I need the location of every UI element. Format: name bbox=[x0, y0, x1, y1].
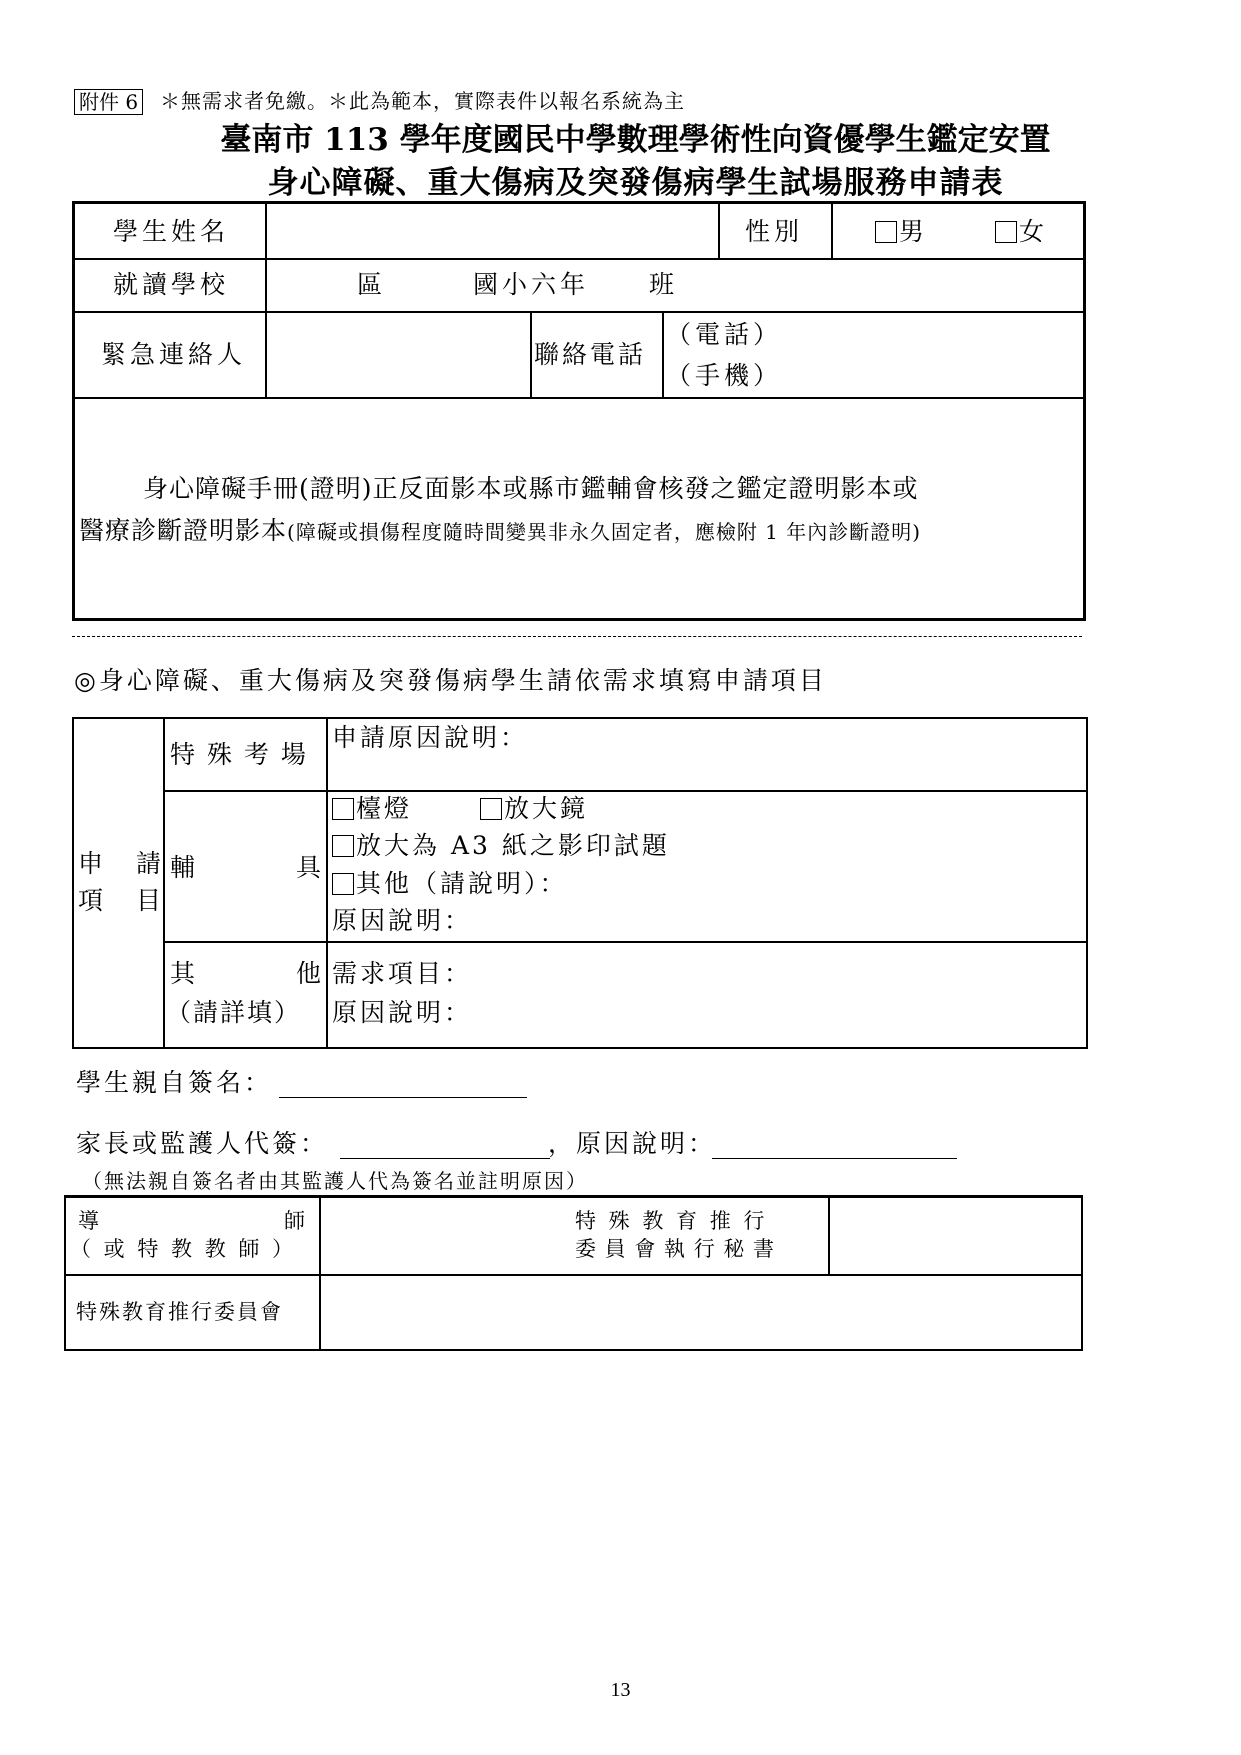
teacher-label-a: 導 bbox=[78, 1209, 99, 1233]
cut-line bbox=[72, 636, 1082, 637]
phone-mobile: （手機） bbox=[666, 361, 783, 390]
male-checkbox[interactable] bbox=[875, 221, 897, 243]
lamp-checkbox[interactable] bbox=[332, 798, 354, 820]
secretary-label-line-2: 委 員 會 執 行 秘 書 bbox=[575, 1237, 776, 1261]
student-name-label: 學生姓名 bbox=[113, 217, 230, 246]
school-class: 班 bbox=[649, 270, 679, 299]
page-number: 13 bbox=[610, 1679, 631, 1701]
student-sign-line[interactable] bbox=[279, 1097, 527, 1098]
guardian-reason-label: ，原因說明： bbox=[548, 1129, 717, 1158]
gender-label: 性別 bbox=[745, 217, 804, 246]
male-option: 男 bbox=[899, 217, 926, 246]
header-note: ＊無需求者免繳。＊此為範本，實際表件以報名系統為主 bbox=[160, 89, 685, 113]
other-label-3: （請詳填） bbox=[166, 998, 302, 1027]
teacher-label-b: 師 bbox=[284, 1209, 305, 1233]
teacher-label-c: （ 或 特 教 教 師 ） bbox=[70, 1237, 297, 1261]
aids-label-2: 具 bbox=[296, 853, 326, 882]
phone-home: （電話） bbox=[666, 320, 783, 349]
apply-items-label-2: 項 目 bbox=[78, 886, 166, 915]
title-line-2: 身心障礙、重大傷病及突發傷病學生試場服務申請表 bbox=[267, 165, 1004, 201]
emergency-contact-field[interactable] bbox=[275, 320, 525, 390]
phone-label: 聯絡電話 bbox=[534, 340, 647, 369]
committee-label: 特殊教育推行委員會 bbox=[76, 1300, 283, 1324]
magnifier-checkbox[interactable] bbox=[480, 798, 502, 820]
aid-magnifier: 放大鏡 bbox=[504, 794, 589, 823]
committee-sign-field[interactable] bbox=[328, 1282, 1076, 1344]
signature-note: （無法親自簽名者由其監護人代為簽名並註明原因） bbox=[82, 1169, 588, 1193]
application-items-table bbox=[72, 717, 1088, 1049]
student-sign-label: 學生親自簽名： bbox=[76, 1068, 273, 1097]
approval-table bbox=[64, 1195, 1083, 1351]
aids-label-1: 輔 bbox=[170, 853, 200, 882]
aid-other: 其他（請說明）： bbox=[356, 869, 568, 898]
a3-checkbox[interactable] bbox=[332, 835, 354, 857]
attachment-line-2: 醫療診斷證明影本 bbox=[79, 516, 288, 545]
annex-label: 附件 6 bbox=[74, 89, 143, 115]
secretary-label-line-1: 特 殊 教 育 推 行 bbox=[575, 1209, 768, 1233]
attachment-line-1: 身心障礙手冊(證明)正反面影本或縣市鑑輔會核發之鑑定證明影本或 bbox=[143, 474, 919, 503]
special-room-label: 特 殊 考 場 bbox=[170, 740, 308, 769]
other-label-1: 其 bbox=[170, 959, 200, 988]
other-reason: 原因說明： bbox=[332, 998, 473, 1027]
instruction-text: ◎身心障礙、重大傷病及突發傷病學生請依需求填寫申請項目 bbox=[74, 666, 827, 695]
guardian-sign-line[interactable] bbox=[340, 1158, 550, 1159]
female-option: 女 bbox=[1019, 217, 1046, 246]
secretary-sign-field[interactable] bbox=[836, 1204, 1076, 1268]
apply-items-label-1: 申 請 bbox=[78, 849, 166, 878]
aid-lamp: 檯燈 bbox=[356, 794, 413, 823]
attachment-note: (障礙或損傷程度隨時間變異非永久固定者，應檢附 1 年內診斷證明) bbox=[287, 520, 922, 544]
student-name-field[interactable] bbox=[275, 210, 715, 252]
guardian-reason-line[interactable] bbox=[712, 1158, 957, 1159]
emergency-contact-label: 緊急連絡人 bbox=[101, 340, 247, 369]
other-need: 需求項目： bbox=[332, 959, 473, 988]
school-grade: 國小六年 bbox=[473, 270, 590, 299]
other-aid-checkbox[interactable] bbox=[332, 873, 354, 895]
student-info-table bbox=[72, 201, 1086, 621]
guardian-sign-label: 家長或監護人代簽： bbox=[76, 1129, 329, 1158]
special-room-reason: 申請原因說明： bbox=[332, 723, 529, 752]
aids-reason: 原因說明： bbox=[332, 906, 473, 935]
other-label-2: 他 bbox=[296, 959, 326, 988]
school-district: 區 bbox=[357, 270, 387, 299]
aid-a3: 放大為 A3 紙之影印試題 bbox=[356, 831, 670, 860]
title-line-1: 臺南市 113 學年度國民中學數理學術性向資優學生鑑定安置 bbox=[220, 122, 1051, 158]
school-label: 就讀學校 bbox=[113, 270, 230, 299]
female-checkbox[interactable] bbox=[995, 221, 1017, 243]
